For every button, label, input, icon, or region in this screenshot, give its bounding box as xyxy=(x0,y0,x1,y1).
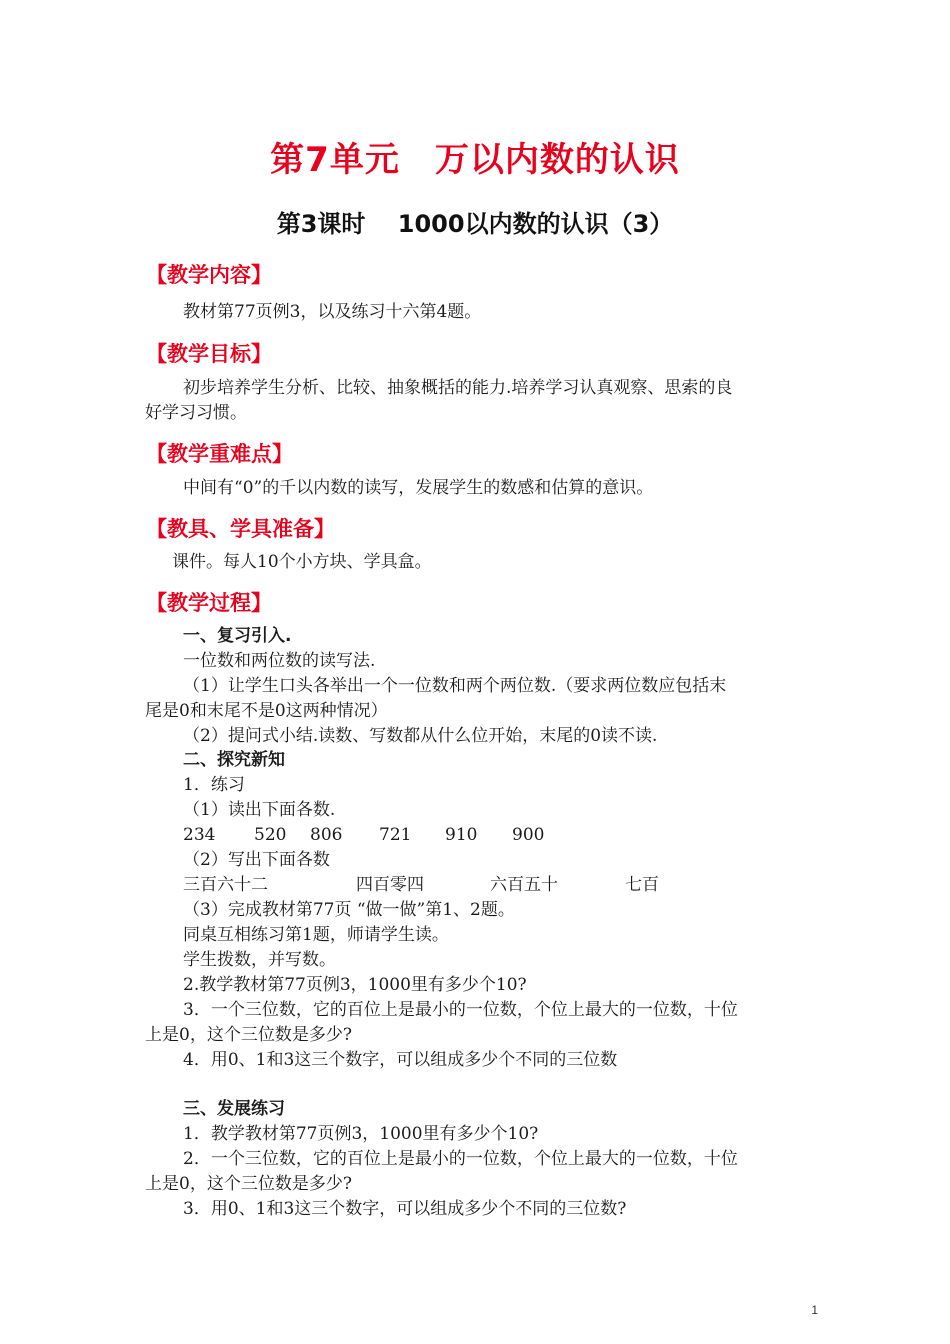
part2-line: 1．练习 xyxy=(183,775,245,795)
tools-text: 课件。每人10个小方块、学具盒。 xyxy=(172,552,432,572)
section-heading-content: 【教学内容】 xyxy=(146,263,272,287)
lesson-subtitle: 第3课时 1000以内数的认识（3） xyxy=(276,210,674,238)
section-heading-goals: 【教学目标】 xyxy=(146,342,272,366)
part1-line: 尾是0和末尾不是0这两种情况） xyxy=(145,701,388,721)
part3-line: 上是0，这个三位数是多少? xyxy=(145,1174,352,1194)
key-points-text: 中间有“0”的千以内数的读写，发展学生的数感和估算的意识。 xyxy=(183,478,654,498)
part2-heading: 二、探究新知 xyxy=(183,750,285,770)
part3-heading: 三、发展练习 xyxy=(183,1099,285,1119)
part2-line: 4．用0、1和3这三个数字，可以组成多少个不同的三位数 xyxy=(183,1050,618,1070)
section-heading-tools: 【教具、学具准备】 xyxy=(146,517,335,541)
part1-heading: 一、复习引入. xyxy=(183,626,292,646)
part2-line: （2）写出下面各数 xyxy=(183,850,330,870)
word-item: 三百六十二 xyxy=(183,875,268,895)
word-item: 七百 xyxy=(625,875,659,895)
part2-line: 学生拨数，并写数。 xyxy=(183,950,336,970)
word-item: 四百零四 xyxy=(356,875,424,895)
number-item: 721 xyxy=(379,825,412,845)
part2-line: 同桌互相练习第1题，师请学生读。 xyxy=(183,925,449,945)
part2-line: 上是0，这个三位数是多少? xyxy=(145,1025,352,1045)
section-heading-key-points: 【教学重难点】 xyxy=(146,442,293,466)
part1-line: 一位数和两位数的读写法. xyxy=(183,651,376,671)
page-number: 1 xyxy=(811,1303,818,1317)
part3-line: 2．一个三位数，它的百位上是最小的一位数，个位上最大的一位数，十位 xyxy=(183,1149,738,1169)
section-heading-process: 【教学过程】 xyxy=(146,591,272,615)
number-item: 900 xyxy=(512,825,545,845)
word-item: 六百五十 xyxy=(490,875,558,895)
number-item: 806 xyxy=(310,825,343,845)
number-item: 520 xyxy=(254,825,287,845)
part2-line: （3）完成教材第77页 “做一做”第1、2题。 xyxy=(183,900,515,920)
part3-line: 3．用0、1和3这三个数字，可以组成多少个不同的三位数? xyxy=(183,1199,627,1219)
part2-line: 3．一个三位数，它的百位上是最小的一位数，个位上最大的一位数，十位 xyxy=(183,1000,738,1020)
page-title: 第7单元 万以内数的认识 xyxy=(270,140,680,180)
part3-line: 1．教学教材第77页例3，1000里有多少个10? xyxy=(183,1124,539,1144)
goals-text-line-1: 初步培养学生分析、比较、抽象概括的能力.培养学习认真观察、思索的良 xyxy=(183,378,733,398)
part1-line: （1）让学生口头各举出一个一位数和两个两位数.（要求两位数应包括末 xyxy=(183,676,727,696)
number-item: 910 xyxy=(445,825,478,845)
part2-line: 2.教学教材第77页例3，1000里有多少个10? xyxy=(183,975,527,995)
part1-line: （2）提问式小结.读数、写数都从什么位开始，末尾的0读不读. xyxy=(183,726,658,746)
part2-line: （1）读出下面各数. xyxy=(183,800,336,820)
content-text: 教材第77页例3，以及练习十六第4题。 xyxy=(183,302,482,322)
number-item: 234 xyxy=(183,825,216,845)
goals-text-line-2: 好学习习惯。 xyxy=(145,403,247,423)
